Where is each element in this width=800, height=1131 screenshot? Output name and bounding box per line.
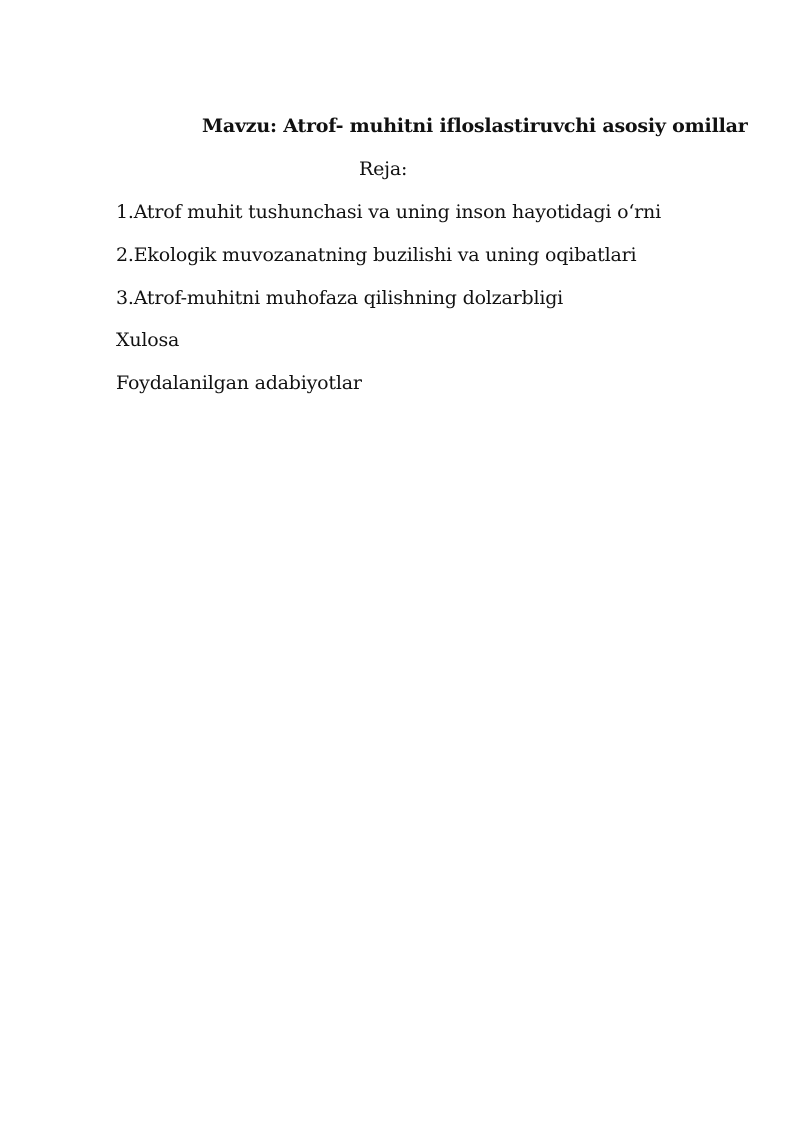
plan-item: 1.Atrof muhit tushunchasi va uning inson hayotidagi o‘rni	[116, 201, 661, 223]
plan-item: 2.Ekologik muvozanatning buzilishi va uning oqibatlari	[116, 244, 637, 266]
plan-heading: Reja:	[359, 158, 408, 180]
plan-item: 3.Atrof-muhitni muhofaza qilishning dolzarbligi	[116, 287, 564, 309]
page-title: Mavzu: Atrof- muhitni ifloslastiruvchi asosiy omillar	[202, 115, 748, 137]
plan-item: Xulosa	[116, 329, 180, 351]
plan-item: Foydalanilgan adabiyotlar	[116, 372, 362, 394]
